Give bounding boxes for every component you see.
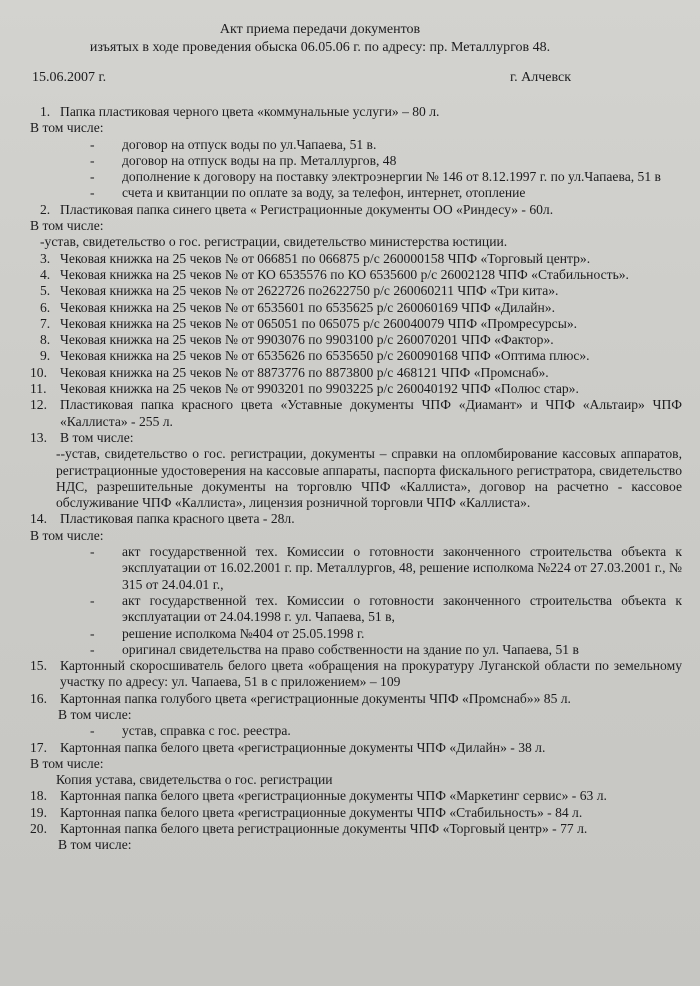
item-text: Чековая книжка на 25 чеков № от 066851 по 066875 р/с 260000158 ЧПФ «Торговый центр». (60, 250, 591, 266)
dash-bullet: - (90, 641, 95, 657)
list-item (30, 251, 682, 267)
document-city: г. Алчевск (510, 70, 572, 85)
sub-item-text: договор на отпуск воды по ул.Чапаева, 51 в. (122, 136, 377, 152)
sub-item-text: оригинал свидетельства на право собственности на здание по ул. Чапаева, 51 в (122, 641, 579, 657)
sub-item (30, 723, 682, 739)
item-text: Чековая книжка на 25 чеков № от КО 6535576 по КО 6535600 р/с 26002128 ЧПФ «Стабильность». (60, 266, 629, 282)
item-text: Чековая книжка на 25 чеков № от 6535626 по 6535650 р/с 260090168 ЧПФ «Оптима плюс». (60, 348, 590, 364)
item-number: 1. (40, 104, 51, 119)
item-number: 9. (40, 348, 51, 364)
item-number: 3. (40, 250, 51, 266)
item-number: 11. (30, 381, 47, 397)
list-item (30, 691, 682, 707)
item-text: Чековая книжка на 25 чеков № от 9903201 по 9903225 р/с 260040192 ЧПФ «Полюс стар». (60, 381, 579, 397)
sub-item (30, 185, 682, 201)
item-number: 17. (30, 739, 47, 755)
item-number: 8. (40, 332, 51, 348)
item-number: 5. (40, 283, 51, 299)
sub-item (30, 642, 682, 658)
dash-bullet: - (90, 185, 95, 201)
sub-item (30, 593, 682, 626)
item-text: Пластиковая папка красного цвета - 28л. (60, 511, 295, 527)
dash-bullet: - (90, 169, 95, 185)
item-number: 10. (30, 364, 47, 380)
sub-item (30, 169, 682, 185)
list-item (30, 348, 682, 364)
list-item (30, 658, 682, 691)
list-item (30, 821, 682, 837)
dash-bullet: - (90, 136, 95, 152)
item-text: Чековая книжка на 25 чеков № от 9903076 по 9903100 р/с 260070201 ЧПФ «Фактор». (60, 332, 554, 348)
list-item (30, 740, 682, 756)
sub-item (30, 137, 682, 153)
sub-item (30, 544, 682, 593)
list-item (30, 202, 682, 218)
list-item (30, 332, 682, 348)
item-text: Чековая книжка на 25 чеков № от 6535601 по 6535625 р/с 260060169 ЧПФ «Дилайн». (60, 299, 555, 315)
item-text: Картонная папка голубого цвета «регистрационные документы ЧПФ «Промснаб»» 85 л. (60, 690, 571, 706)
list-item (30, 430, 682, 446)
item-text: Пластиковая папка красного цвета «Уставные документы ЧПФ «Диамант» и ЧПФ «Альтаир» ЧПФ «Каллиста» - 255 л. (60, 397, 682, 429)
dash-bullet: - (90, 592, 95, 608)
item-number: 20. (30, 821, 47, 837)
item-text: Картонная папка белого цвета «регистрационные документы ЧПФ «Стабильность» - 84 л. (60, 804, 583, 820)
item-text: Чековая книжка на 25 чеков № от 065051 по 065075 р/с 260040079 ЧПФ «Промресурсы». (60, 315, 578, 331)
sub-item-text: акт государственной тех. Комиссии о готовности законченного строительства объекта к эксплуатации от 16.02.2001 г. пр. Металлургов, 48, решение исполкома №224 от 27.03.2001 г., № 315 от 24.04.01 г., (122, 544, 682, 592)
sub-item (30, 153, 682, 169)
item-number: 14. (30, 511, 47, 527)
dash-bullet: - (90, 544, 95, 560)
list-item (30, 805, 682, 821)
section-label: В том числе: (30, 218, 104, 234)
document-title-line1: Акт приема передачи документов (219, 22, 421, 37)
item-text: Чековая книжка на 25 чеков № от 8873776 по 8873800 р/с 468121 ЧПФ «Промснаб». (60, 364, 549, 380)
sub-item-text: акт государственной тех. Комиссии о готовности законченного строительства объекта к эксплуатации от 24.04.1998 г. ул. Чапаева, 51 в, (122, 592, 682, 625)
item-text: Картонная папка белого цвета «регистрационные документы ЧПФ «Дилайн» - 38 л. (60, 739, 546, 755)
list-item (30, 365, 682, 381)
sub-paragraph: -устав, свидетельство о гос. регистрации, свидетельство министерства юстиции. (40, 234, 508, 250)
section-label: В том числе: (58, 837, 132, 853)
item-text: Картонный скоросшиватель белого цвета «обращения на прокуратуру Луганской области по земельному участку по адресу: ул. Чапаева, 51 в с приложением» – 109 (60, 658, 682, 690)
item-number: 7. (40, 315, 51, 331)
dash-bullet: - (90, 723, 95, 739)
dash-bullet: - (90, 152, 95, 168)
list-item (30, 788, 682, 804)
item-text: Картонная папка белого цвета «регистрационные документы ЧПФ «Маркетинг сервис» - 63 л. (60, 788, 607, 804)
section-label: В том числе: (30, 755, 104, 771)
item-number: 19. (30, 804, 47, 820)
item-text: В том числе: (60, 429, 134, 445)
sub-item (30, 626, 682, 642)
item-number: 16. (30, 690, 47, 706)
item-number: 15. (30, 658, 47, 674)
item-text: Чековая книжка на 25 чеков № от 2622726 по2622750 р/с 260060211 ЧПФ «Три кита». (60, 283, 559, 299)
document-date: 15.06.2007 г. (32, 70, 107, 85)
item-number: 6. (40, 299, 51, 315)
sub-item-text: решение исполкома №404 от 25.05.1998 г. (122, 625, 365, 641)
item-number: 18. (30, 788, 47, 804)
item-number: 4. (40, 266, 51, 282)
sub-paragraph: --устав, свидетельство о гос. регистрации, документы – справки на опломбирование кассовых аппаратов, регистрационные удостоверения на кассовые аппараты, паспорта фискального регистратора, свидетельство НДС, разрешительные документы на торговлю ЧПФ «Каллиста», договор на расчетно - кассовое обслуживание ЧПФ «Каллиста», лицензия розничной торговли ЧПФ «Каллиста». (56, 446, 682, 511)
item-text: Картонная папка белого цвета регистрационные документы ЧПФ «Торговый центр» - 77 л. (60, 821, 588, 837)
list-item (30, 397, 682, 430)
item-number: 2. (40, 201, 51, 217)
item-text: Пластиковая папка синего цвета « Регистрационные документы ОО «Риндесу» - 60л. (60, 201, 554, 217)
list-item (30, 381, 682, 397)
sub-paragraph: Копия устава, свидетельства о гос. регистрации (56, 772, 333, 788)
sub-item-text: счета и квитанции по оплате за воду, за телефон, интернет, отопление (122, 185, 526, 201)
list-item (30, 267, 682, 283)
dash-bullet: - (90, 625, 95, 641)
item-number: 12. (30, 397, 47, 413)
sub-item-text: дополнение к договору на поставку электроэнергии № 146 от 8.12.1997 г. по ул.Чапаева, 51 в (122, 169, 661, 185)
item-number: 13. (30, 429, 47, 445)
list-item (30, 283, 682, 299)
list-item (30, 104, 682, 120)
list-item (30, 300, 682, 316)
document-body (30, 104, 682, 854)
list-item (30, 316, 682, 332)
section-label: В том числе: (30, 120, 104, 136)
sub-item-text: договор на отпуск воды на пр. Металлургов, 48 (122, 152, 397, 168)
sub-item-text: устав, справка с гос. реестра. (122, 723, 291, 739)
list-item (30, 511, 682, 527)
item-text: Папка пластиковая черного цвета «коммунальные услуги» – 80 л. (60, 104, 440, 119)
section-label: В том числе: (58, 706, 132, 722)
section-label: В том числе: (30, 527, 104, 543)
document-title-line2: изъятых в ходе проведения обыска 06.05.06 г. по адресу: пр. Металлургов 48. (89, 40, 551, 55)
